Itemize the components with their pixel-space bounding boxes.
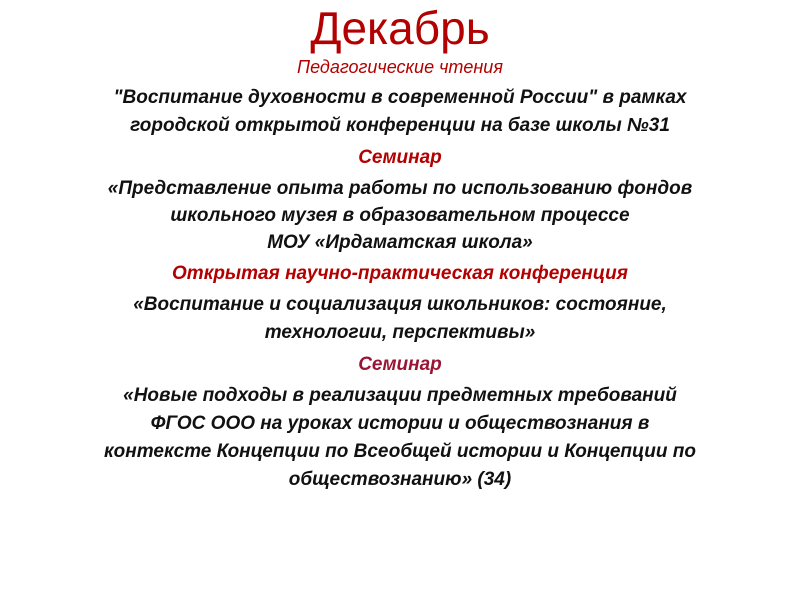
- slide-subtitle: Педагогические чтения: [297, 57, 503, 77]
- event-description: [40, 84, 760, 140]
- event-description: [40, 175, 760, 256]
- text-line: МОУ «Ирдаматская школа»: [267, 232, 533, 253]
- text-line: контексте Концепции по Всеобщей истории и Концепции по: [104, 441, 696, 462]
- event-description: [40, 382, 760, 494]
- slide-content: [40, 84, 760, 497]
- text-line: «Новые подходы в реализации предметных требований: [123, 385, 677, 406]
- text-line: обществознанию» (34): [288, 469, 512, 490]
- text-line: ФГОС ООО на уроках истории и обществознания в: [150, 413, 650, 434]
- text-line: «Представление опыта работы по использованию фондов: [107, 178, 693, 199]
- text-line: городской открытой конференции на базе школы №31: [130, 115, 670, 136]
- text-line: школьного музея в образовательном процессе: [170, 205, 630, 226]
- text-line: «Воспитание и социализация школьников: состояние,: [133, 294, 667, 315]
- event-description: [40, 291, 760, 347]
- text-line: "Воспитание духовности в современной России" в рамках: [113, 87, 687, 108]
- text-line: технологии, перспективы»: [264, 322, 536, 343]
- event-label: Семинар: [358, 147, 442, 168]
- event-label: Семинар: [358, 354, 442, 375]
- event-label: Открытая научно-практическая конференция: [172, 263, 628, 284]
- slide-title: Декабрь: [310, 2, 490, 54]
